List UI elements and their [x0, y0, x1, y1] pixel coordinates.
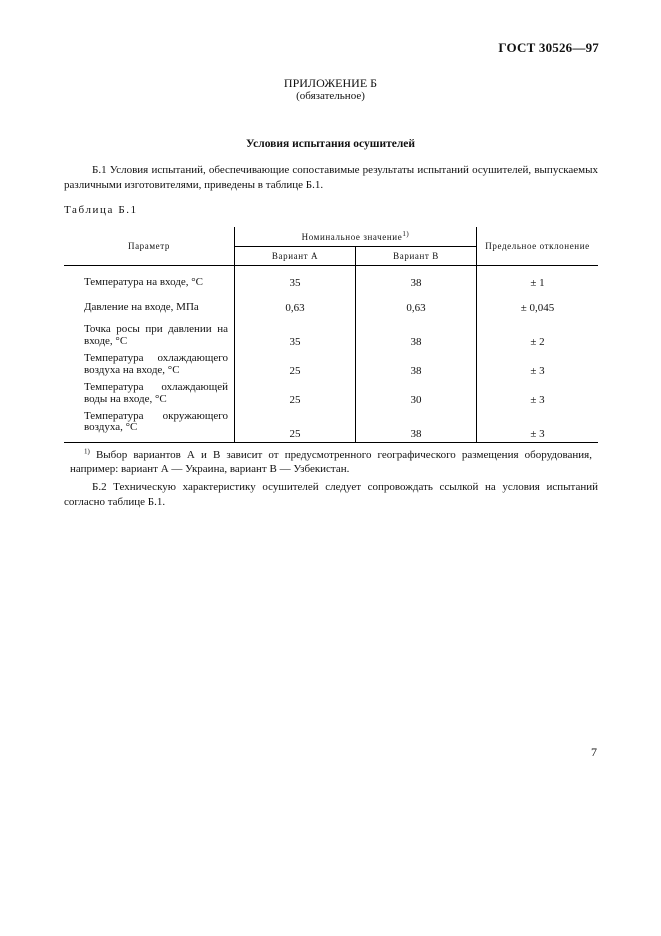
row-variant-a: 25	[235, 379, 356, 408]
page-number: 7	[591, 745, 597, 759]
header-nominal-footnote-mark: 1)	[402, 229, 410, 238]
header-variant-b: Вариант В	[356, 247, 477, 266]
row-variant-a: 25	[235, 350, 356, 379]
row-deviation: ± 3	[530, 365, 545, 377]
row-variant-b: 0,63	[356, 294, 477, 321]
row-deviation: ± 2	[530, 336, 545, 348]
row-parameter: Точка росы при давлении на входе, °С	[64, 321, 235, 350]
table-row	[64, 350, 598, 379]
table-footnote	[64, 443, 598, 483]
header-parameter: Параметр	[64, 227, 235, 266]
footnote-mark: 1)	[84, 447, 90, 456]
standard-code: ГОСТ 30526—97	[498, 40, 599, 55]
appendix-title: ПРИЛОЖЕНИЕ Б	[283, 76, 378, 90]
row-variant-b: 38	[356, 321, 477, 350]
row-variant-b: 38	[356, 266, 477, 295]
table-footnote-row	[64, 443, 598, 483]
header-deviation: Предельное отклонение	[477, 227, 599, 266]
row-deviation: ± 1	[530, 277, 545, 289]
row-parameter: Давление на входе, МПа	[64, 294, 235, 321]
table-caption: Таблица Б.1	[64, 204, 138, 216]
table-row	[64, 321, 598, 350]
row-variant-b: 30	[356, 379, 477, 408]
row-variant-b: 38	[356, 350, 477, 379]
row-parameter: Температура на входе, °С	[64, 266, 235, 295]
section-title: Условия испытания осушителей	[245, 138, 416, 150]
paragraph-b1: Б.1 Условия испытаний, обеспечивающие сопоставимые результаты испытаний осушителей, выпускаемых различными изготовителями, приведены в таблице Б.1.	[64, 164, 598, 191]
header-variant-a: Вариант А	[235, 247, 356, 266]
row-variant-a: 35	[235, 321, 356, 350]
row-variant-a: 25	[235, 408, 356, 443]
appendix-status: (обязательное)	[296, 90, 365, 102]
row-parameter: Температура окружающего воздуха, °С	[64, 408, 235, 443]
row-deviation: ± 3	[530, 428, 545, 440]
header-nominal-label: Номинальное значение	[301, 231, 403, 242]
row-variant-b: 38	[356, 408, 477, 443]
table-row	[64, 379, 598, 408]
footnote-text: Выбор вариантов А и В зависит от предусмотренного географического размещения оборудования, например: вариант А — Украина, вариант В — Узбекистан.	[70, 449, 592, 475]
paragraph-b2: Б.2 Техническую характеристику осушителей следует сопровождать ссылкой на условия испытаний согласно таблице Б.1.	[64, 481, 598, 508]
row-variant-a: 0,63	[235, 294, 356, 321]
table-row	[64, 266, 598, 295]
row-parameter: Температура охлаждающей воды на входе, °С	[64, 379, 235, 408]
row-deviation: ± 0,045	[520, 301, 555, 314]
table-row	[64, 294, 598, 321]
table-row	[64, 408, 598, 443]
header-nominal-value	[235, 227, 477, 247]
row-deviation: ± 3	[530, 394, 545, 406]
row-variant-a: 35	[235, 266, 356, 295]
row-parameter: Температура охлаждающего воздуха на входе, °С	[64, 350, 235, 379]
test-conditions-table	[64, 227, 598, 482]
